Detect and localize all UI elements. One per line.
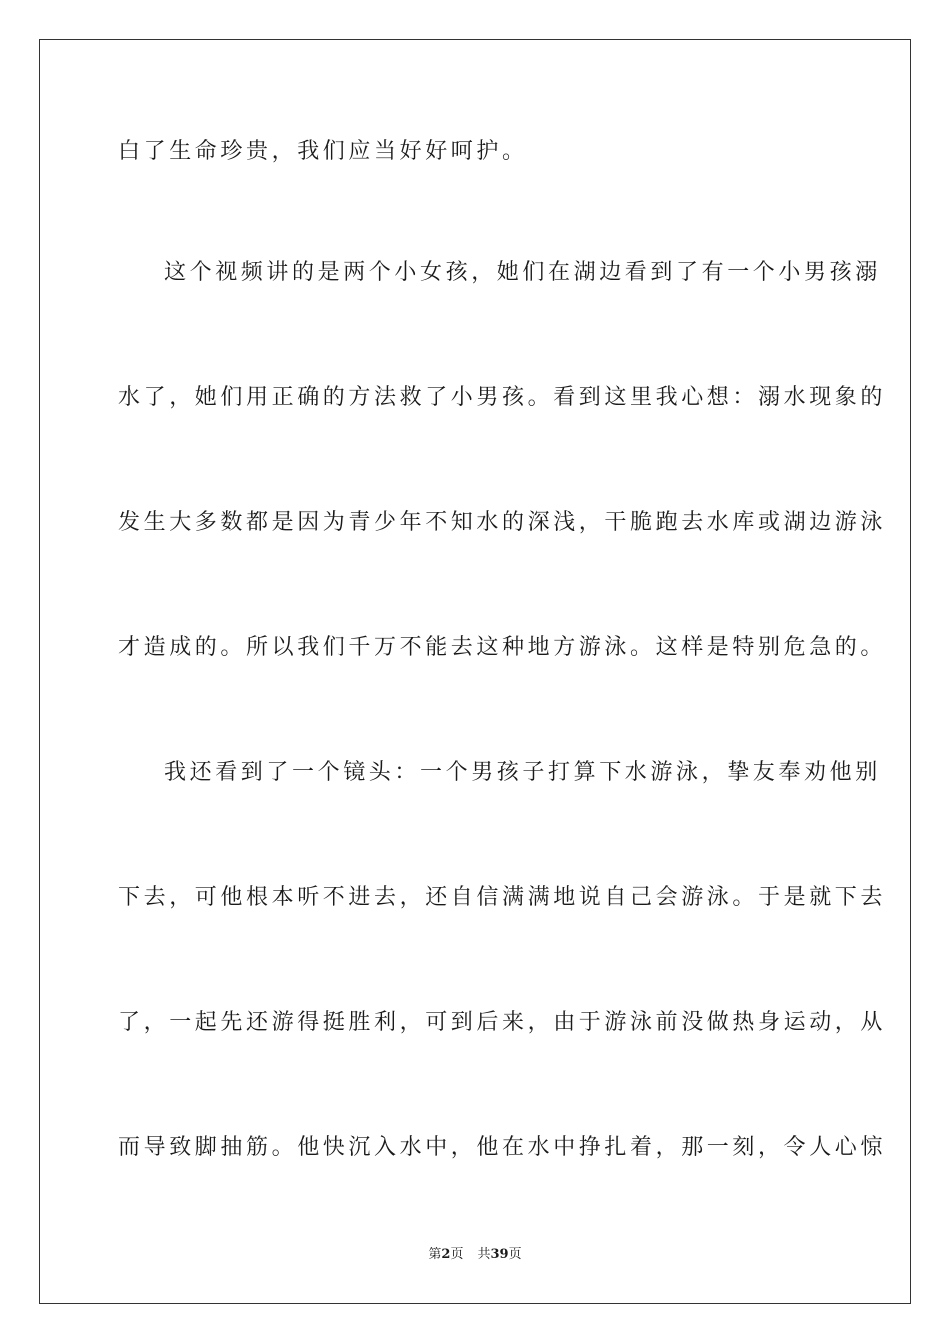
text-line-5: 才造成的。所以我们千万不能去这种地方游泳。这样是特别危急的。 [118, 635, 887, 660]
page-suffix: 页 [450, 1247, 464, 1262]
total-pages: 39 [490, 1247, 509, 1262]
text-line-9: 而导致脚抽筋。他快沉入水中，他在水中挣扎着，那一刻，令人心惊 [118, 1135, 887, 1160]
text-line-4: 发生大多数都是因为青少年不知水的深浅，干脆跑去水库或湖边游泳 [118, 510, 887, 535]
page-prefix: 第 [428, 1247, 442, 1262]
total-suffix: 页 [508, 1247, 522, 1262]
total-prefix: 共 [477, 1247, 491, 1262]
text-line-3: 水了，她们用正确的方法救了小男孩。看到这里我心想：溺水现象的 [118, 385, 887, 410]
text-line-8: 了，一起先还游得挺胜利，可到后来，由于游泳前没做热身运动，从 [118, 1010, 887, 1035]
text-line-1: 白了生命珍贵，我们应当好好呵护。 [118, 139, 528, 164]
page-footer [0, 1246, 950, 1264]
text-line-7: 下去，可他根本听不进去，还自信满满地说自己会游泳。于是就下去 [118, 885, 887, 910]
page-border [39, 39, 911, 1304]
text-line-6: 我还看到了一个镜头：一个男孩子打算下水游泳，挚友奉劝他别 [164, 760, 881, 785]
text-line-2: 这个视频讲的是两个小女孩，她们在湖边看到了有一个小男孩溺 [164, 260, 881, 285]
page-number: 2 [441, 1247, 451, 1262]
